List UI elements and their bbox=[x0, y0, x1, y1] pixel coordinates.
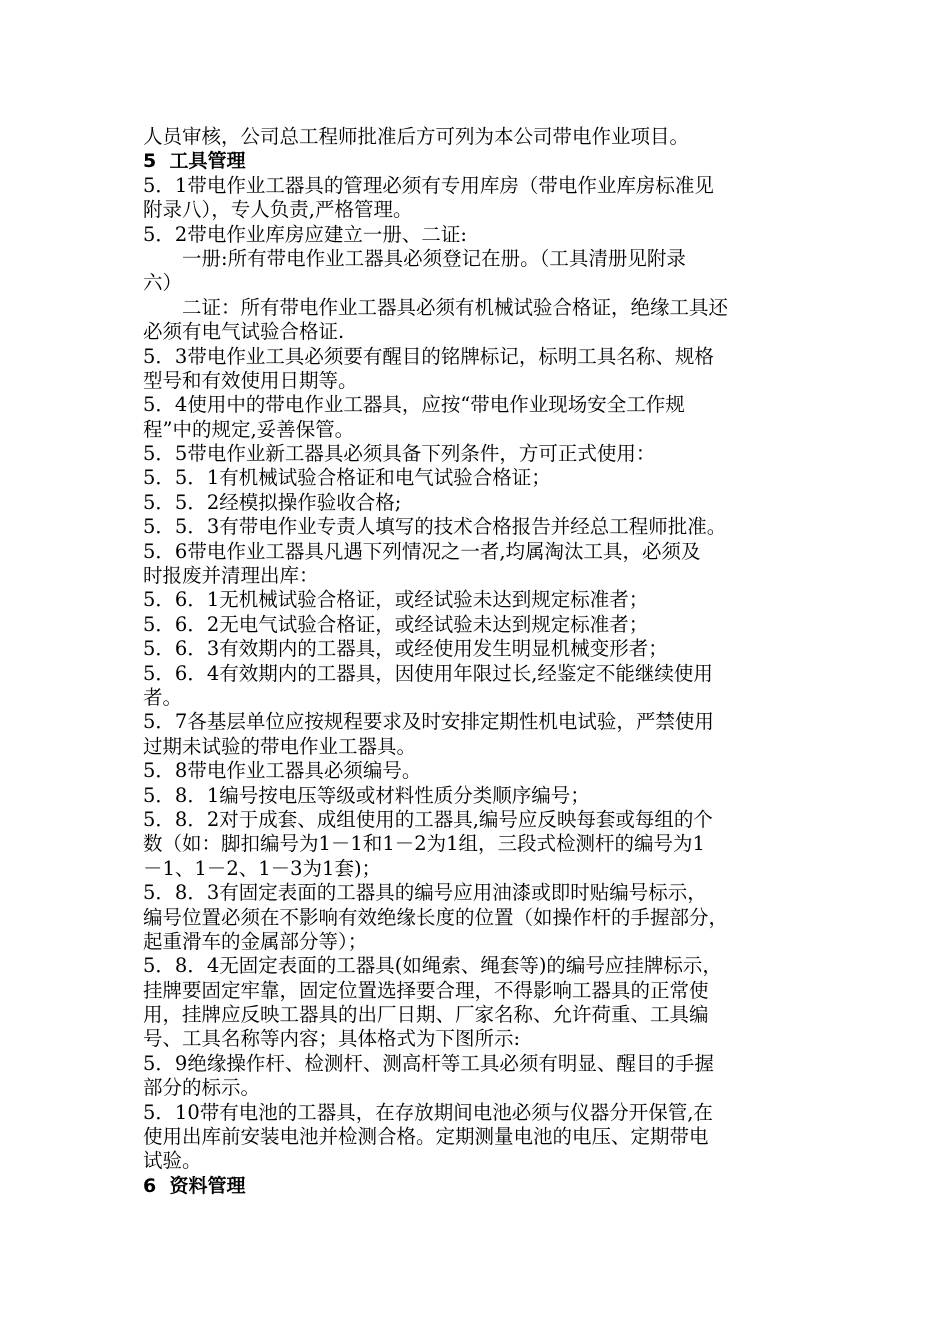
text-line: 六） bbox=[143, 271, 183, 295]
text-line: 5．6．4有效期内的工器具，因使用年限过长,经鉴定不能继续使用 bbox=[143, 661, 713, 685]
text-line: 人员审核，公司总工程师批准后方可列为本公司带电作业项目。 bbox=[143, 125, 690, 148]
text-line: 5．10带有电池的工器具，在存放期间电池必须与仪器分开保管,在 bbox=[143, 1100, 713, 1124]
text-line: 挂牌要固定牢靠，固定位置选择要合理，不得影响工器具的正常使 bbox=[143, 978, 709, 1002]
text-line: 5．2带电作业库房应建立一册、二证: bbox=[143, 222, 467, 246]
text-line: 数（如：脚扣编号为1－1和1－2为1组，三段式检测杆的编号为1 bbox=[143, 832, 705, 856]
text-line: 5．6．2无电气试验合格证，或经试验未达到规定标准者； bbox=[143, 612, 649, 636]
text-line: 程”中的规定,妥善保管。 bbox=[143, 417, 355, 441]
text-line: 5．8．4无固定表面的工器具(如绳索、绳套等)的编号应挂牌标示， bbox=[143, 954, 722, 978]
text-line: 5．8．3有固定表面的工器具的编号应用油漆或即时贴编号标示， bbox=[143, 881, 707, 905]
text-line: 时报废并清理出库： bbox=[143, 564, 319, 588]
text-line: 5．6．1无机械试验合格证，或经试验未达到规定标准者； bbox=[143, 588, 649, 612]
text-line: 过期未试验的带电作业工器具。 bbox=[143, 734, 417, 758]
text-line: 型号和有效使用日期等。 bbox=[143, 368, 358, 392]
text-line: 号、工具名称等内容；具体格式为下图所示: bbox=[143, 1027, 521, 1051]
text-line: 5．8带电作业工器具必须编号。 bbox=[143, 759, 422, 783]
text-line: 使用出库前安装电池并检测合格。定期测量电池的电压、定期带电 bbox=[143, 1125, 709, 1149]
text-line: 5．4使用中的带电作业工器具，应按“带电作业现场安全工作规 bbox=[143, 393, 685, 417]
text-line: 5．1带电作业工器具的管理必须有专用库房（带电作业库房标准见 bbox=[143, 173, 714, 197]
text-line: 5．8．2对于成套、成组使用的工器具,编号应反映每套或每组的个 bbox=[143, 807, 713, 831]
text-line: 5．3带电作业工具必须要有醒目的铭牌标记，标明工具名称、规格 bbox=[143, 344, 714, 368]
section-heading: 5 工具管理 bbox=[143, 150, 246, 173]
text-line: 编号位置必须在不影响有效绝缘长度的位置（如操作杆的手握部分， bbox=[143, 905, 729, 929]
text-line: 一册:所有带电作业工器具必须登记在册。（工具清册见附录 bbox=[182, 246, 686, 270]
text-line: 5．5．2经模拟操作验收合格; bbox=[143, 490, 402, 514]
text-line: 5．5带电作业新工器具必须具备下列条件，方可正式使用： bbox=[143, 442, 656, 466]
section-heading: 6 资料管理 bbox=[143, 1174, 246, 1197]
text-line: 附录八），专人负责,严格管理。 bbox=[143, 198, 413, 222]
document-body bbox=[143, 125, 813, 1198]
text-line: 部分的标示。 bbox=[143, 1076, 261, 1100]
text-line: 5．7各基层单位应按规程要求及时安排定期性机电试验，严禁使用 bbox=[143, 710, 714, 734]
text-line: 5．6．3有效期内的工器具，或经使用发生明显机械变形者； bbox=[143, 637, 668, 661]
text-line: 5．9绝缘操作杆、检测杆、测高杆等工具必须有明显、醒目的手握 bbox=[143, 1051, 714, 1075]
text-line: 5．8．1编号按电压等级或材料性质分类顺序编号； bbox=[143, 783, 590, 807]
text-line: 起重滑车的金属部分等）； bbox=[143, 929, 368, 953]
text-line: 试验。 bbox=[143, 1149, 202, 1173]
text-line: 必须有电气试验合格证. bbox=[143, 320, 345, 344]
text-line: 5．6带电作业工器具凡遇下列情况之一者,均属淘汰工具，必须及 bbox=[143, 539, 701, 563]
text-line: 用，挂牌应反映工器具的出厂日期、厂家名称、允许荷重、工具编 bbox=[143, 1003, 709, 1027]
text-line: 者。 bbox=[143, 685, 183, 709]
text-line: －1、1－2、1－3为1套)； bbox=[143, 856, 382, 880]
text-line: 二证：所有带电作业工器具必须有机械试验合格证，绝缘工具还 bbox=[182, 295, 729, 319]
text-line: 5．5．3有带电作业专责人填写的技术合格报告并经总工程师批准。 bbox=[143, 515, 727, 539]
text-line: 5．5．1有机械试验合格证和电气试验合格证； bbox=[143, 466, 551, 490]
